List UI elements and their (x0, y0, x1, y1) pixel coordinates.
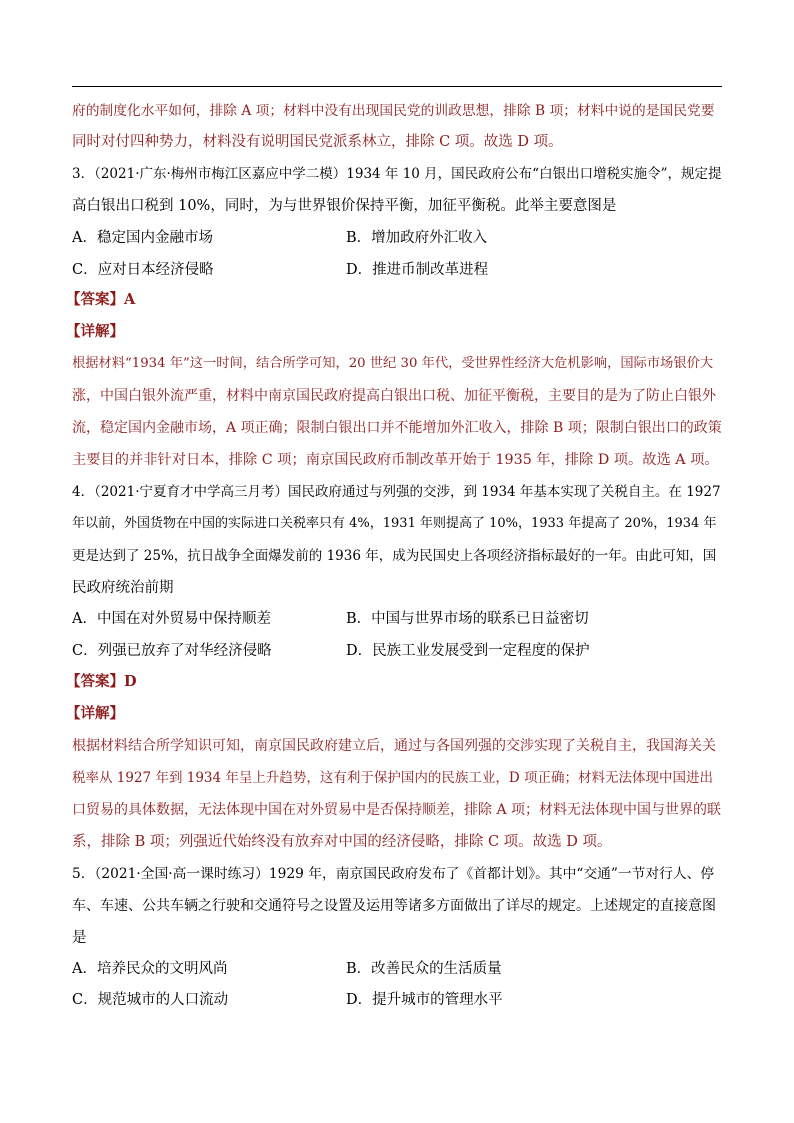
question-4-stem: 更是达到了 25%，抗日战争全面爆发前的 1936 年，成为民国史上各项经济指标最好的一年。由此可知，国 (72, 548, 717, 564)
q3-detail-line: 根据材料“1934 年”这一时间，结合所学可知，20 世纪 30 年代，受世界性经济大危机影响，国际市场银价大 (72, 356, 714, 371)
q4-option-d: D．民族工业发展受到一定程度的保护 (346, 643, 590, 659)
question-5-stem: 车、车速、公共车辆之行驶和交通符号之设置及运用等诸多方面做出了详尽的规定。上述规定的直接意图 (72, 898, 716, 914)
q4-option-c: C．列强已放弃了对华经济侵略 (72, 643, 272, 659)
q3-detail-line: 涨，中国白银外流严重，材料中南京国民政府提高白银出口税、加征平衡税，主要目的是为了防止白银外 (72, 388, 716, 404)
q5-option-d: D．提升城市的管理水平 (346, 992, 503, 1008)
q3-detail-label: 【详解】 (66, 323, 124, 340)
q3-detail-line: 主要目的并非针对日本，排除 C 项；南京国民政府币制改革开始于 1935 年，排除 D 项。故选 A 项。 (72, 452, 719, 468)
q4-detail-line: 系，排除 B 项；列强近代始终没有放弃对中国的经济侵略，排除 C 项。故选 D 项。 (72, 834, 612, 850)
prev-detail-line: 同时对付四种势力，材料没有说明国民党派系林立，排除 C 项。故选 D 项。 (72, 134, 563, 150)
q5-option-a: A．培养民众的文明风尚 (72, 961, 228, 977)
question-4-stem: 民政府统治前期 (72, 580, 174, 596)
question-4-stem: 4．（2021·宁夏育才中学高三月考）国民政府通过与列强的交涉，到 1934 年基本实现了关税自主。在 1927 (72, 484, 721, 500)
q4-detail-label: 【详解】 (66, 705, 124, 722)
q4-detail-line: 税率从 1927 年到 1934 年呈上升趋势，这有利于保护国内的民族工业，D 项正确；材料无法体现中国进出 (72, 770, 713, 786)
prev-detail-line: 府的制度化水平如何，排除 A 项；材料中没有出现国民党的训政思想，排除 B 项；材料中说的是国民党要 (72, 103, 715, 119)
q3-answer: 【答案】A (66, 291, 136, 308)
q4-answer: 【答案】D (66, 673, 137, 690)
q4-detail-line: 口贸易的具体数据，无法体现中国在对外贸易中是否保持顺差，排除 A 项；材料无法体现中国与世界的联 (72, 802, 722, 818)
q4-detail-line: 根据材料结合所学知识可知，南京国民政府建立后，通过与各国列强的交涉实现了关税自主，我国海关关 (72, 738, 716, 754)
question-3-stem: 高白银出口税到 10%，同时，为与世界银价保持平衡，加征平衡税。此举主要意图是 (72, 198, 617, 214)
q3-option-d: D．推进币制改革进程 (346, 262, 489, 278)
q5-option-b: B．改善民众的生活质量 (346, 961, 502, 977)
q4-option-a: A．中国在对外贸易中保持顺差 (72, 611, 271, 627)
q3-option-b: B．增加政府外汇收入 (346, 230, 488, 246)
q4-option-b: B．中国与世界市场的联系已日益密切 (346, 611, 589, 627)
q3-option-a: A．稳定国内金融市场 (72, 230, 213, 246)
q3-option-c: C．应对日本经济侵略 (72, 262, 214, 278)
question-3-stem: 3．（2021·广东·梅州市梅江区嘉应中学二模）1934 年 10 月，国民政府公布“白银出口增税实施令”，规定提 (72, 166, 722, 182)
q5-option-c: C．规范城市的人口流动 (72, 992, 229, 1008)
question-5-stem: 是 (72, 930, 87, 946)
header-rule (72, 86, 722, 87)
question-4-stem: 年以前，外国货物在中国的实际进口关税率只有 4%，1931 年则提高了 10%，1933 年提高了 20%，1934 年 (72, 516, 717, 531)
q3-detail-line: 流，稳定国内金融市场，A 项正确；限制白银出口并不能增加外汇收入，排除 B 项；限制白银出口的政策 (72, 420, 722, 436)
question-5-stem: 5．（2021·全国·高一课时练习）1929 年，南京国民政府发布了《首都计划》。其中“交通”一节对行人、停 (72, 866, 715, 882)
